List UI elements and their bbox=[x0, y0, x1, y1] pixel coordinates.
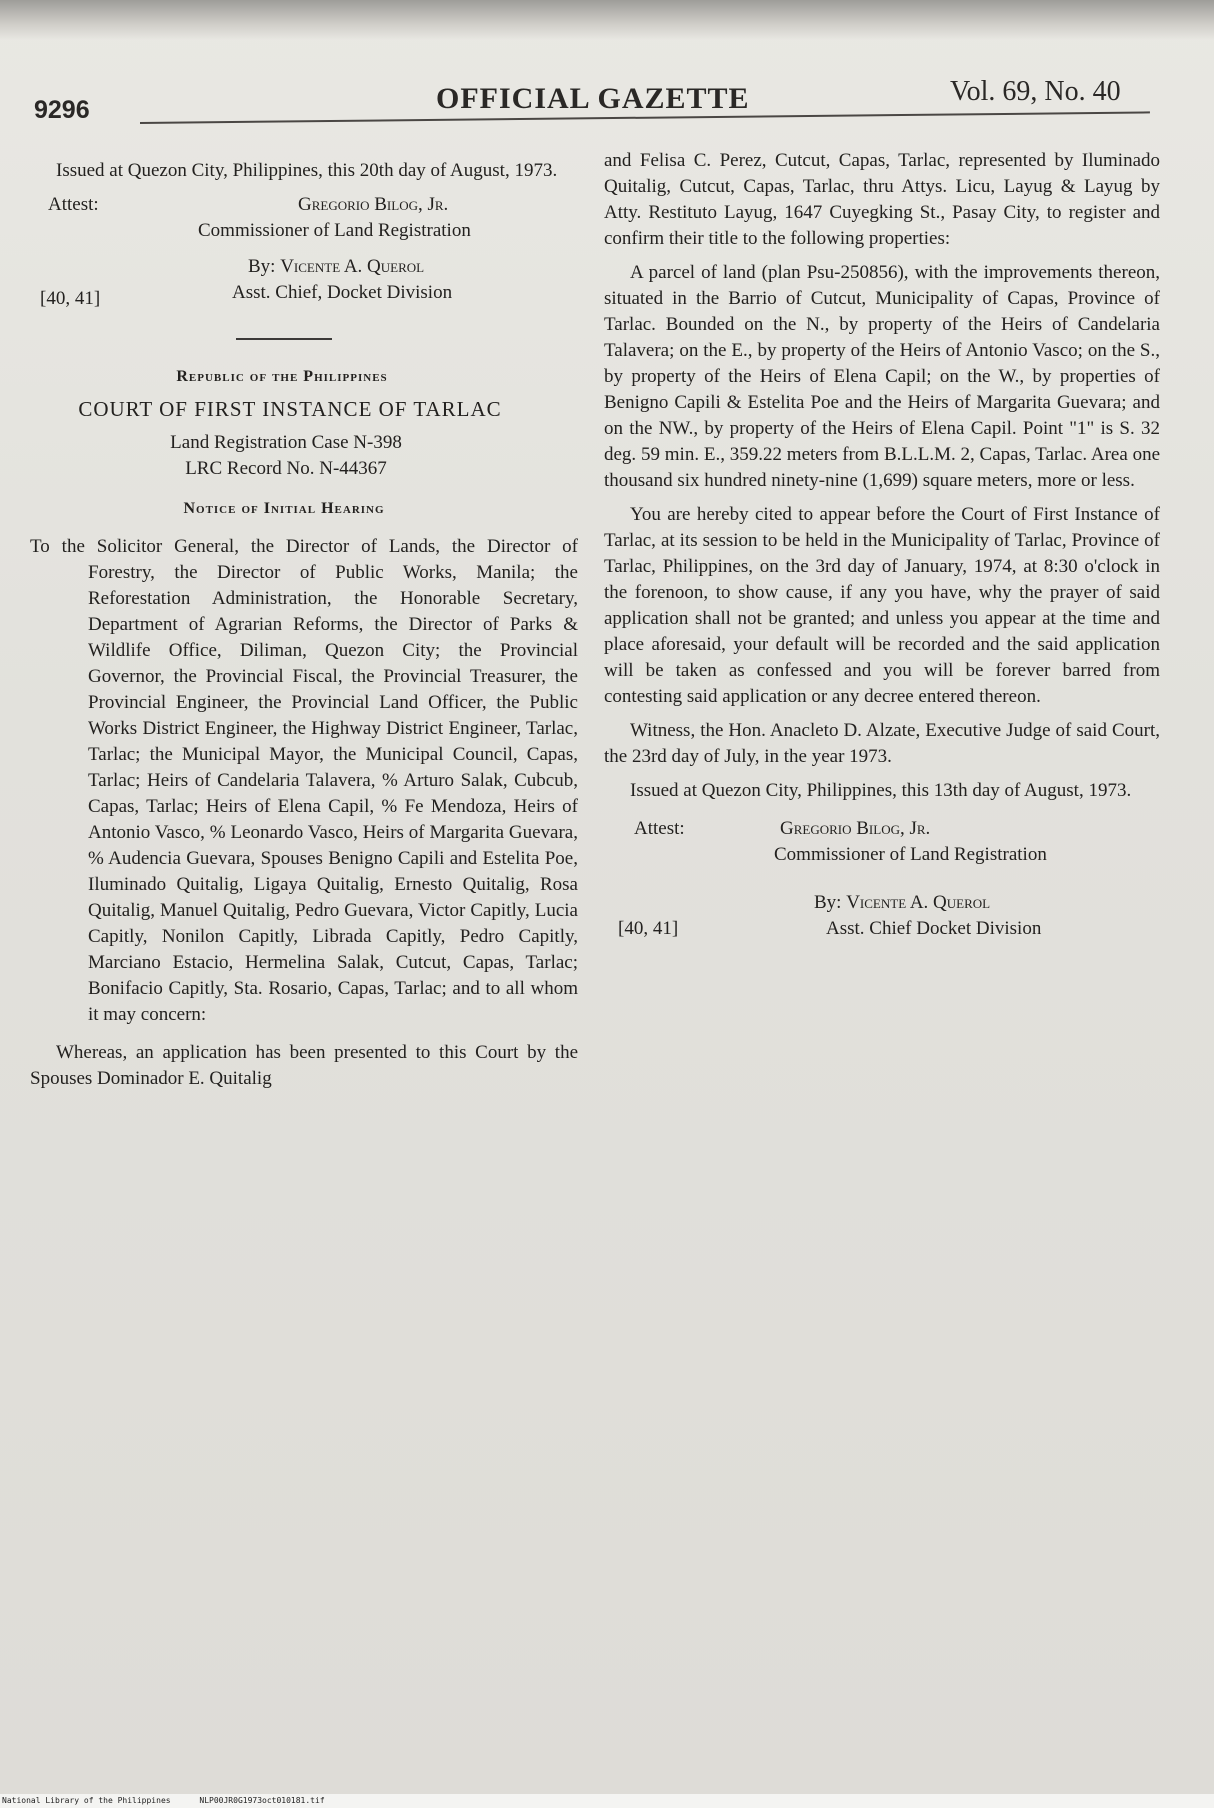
issued-paragraph: Issued at Quezon City, Philippines, this 13th day of August, 1973. bbox=[630, 780, 1132, 801]
witness-paragraph: Witness, the Hon. Anacleto D. Alzate, Executive Judge of said Court, the 23rd day of July, in the year 1973. bbox=[604, 720, 1160, 767]
section-divider bbox=[236, 338, 332, 340]
commissioner-title: Commissioner of Land Registration bbox=[774, 844, 1047, 865]
by-name: Vicente A. Querol bbox=[280, 256, 425, 277]
issue-reference: [40, 41] bbox=[40, 288, 101, 309]
library-credit: National Library of the Philippines bbox=[2, 1796, 171, 1805]
by-line bbox=[248, 254, 424, 280]
continuation-paragraph: and Felisa C. Perez, Cutcut, Capas, Tarlac, represented by Iluminado Quitalig, Cutcut, Capas, Tarlac, thru Attys. Licu, Layug & Layug by Atty. Restituto Layug, 1647 Cuyegking St., Pasay City, to register and confirm their title to the following properties: bbox=[604, 150, 1160, 249]
addressees-paragraph: To the Solicitor General, the Director of Lands, the Director of Forestry, the Director of Public Works, Manila; the Reforestation Administration, the Honorable Secretary, Department of Agrarian Reforms, the Director of Parks & Wildlife Office, Diliman, Quezon City; the Provincial Governor, the Provincial Fiscal, the Provincial Treasurer, the Provincial Engineer, the Provincial Land Officer, the Public Works District Engineer, the Highway District Engineer, Tarlac, Tarlac; the Municipal Mayor, the Municipal Council, Capas, Tarlac; Heirs of Candelaria Talavera, % Arturo Salak, Cubcub, Capas, Tarlac; Heirs of Elena Capil, % Fe Mendoza, Heirs of Antonio Vasco, % Leonardo Vasco, Heirs of Margarita Guevara, % Audencia Guevara, Spouses Benigno Capili and Estelita Poe, Iluminado Quitalig, Ligaya Quitalig, Ernesto Quitalig, Rosa Quitalig, Manuel Quitalig, Pedro Guevara, Victor Capitly, Lucia Capitly, Nonilon Capitly, Librada Capitly, Pedro Capitly, Marciano Estacio, Hermelina Salak, Cutcut, Capas, Tarlac; Bonifacio Capitly, Sta. Rosario, Capas, Tarlac; and to all whom it may concern: bbox=[30, 536, 578, 1025]
notice-heading: Notice of Initial Hearing bbox=[183, 500, 385, 517]
asst-title: Asst. Chief, Docket Division bbox=[232, 282, 453, 303]
scan-credit-bar bbox=[0, 1794, 1214, 1808]
volume-number: Vol. 69, No. 40 bbox=[950, 76, 1121, 107]
attest-block bbox=[30, 192, 578, 309]
republic-heading: Republic of the Philippines bbox=[176, 368, 388, 385]
cited-paragraph: You are hereby cited to appear before the Court of First Instance of Tarlac, at its session to be held in the Municipality of Tarlac, Province of Tarlac, Philippines, on the 3rd day of January, 1974, at 8:30 o'clock in the forenoon, to show cause, if any you have, why the prayer of said application shall not be granted; and unless you appear at the time and place aforesaid, your default will be recorded and the said application will be taken as confessed and you will be forever barred from contesting said application or any decree entered thereon. bbox=[604, 504, 1160, 707]
lrc-record: LRC Record No. N-44367 bbox=[185, 458, 387, 479]
scan-filename: NLP00JR0G1973oct010181.tif bbox=[199, 1796, 325, 1805]
asst-title: Asst. Chief Docket Division bbox=[826, 918, 1042, 939]
commissioner-name: Gregorio Bilog, Jr. bbox=[780, 818, 931, 839]
page-number: 9296 bbox=[34, 96, 90, 124]
commissioner-title: Commissioner of Land Registration bbox=[198, 220, 471, 241]
by-label: By: bbox=[248, 256, 276, 277]
whereas-paragraph: Whereas, an application has been presented to this Court by the Spouses Dominador E. Quitalig bbox=[30, 1042, 578, 1089]
right-column bbox=[604, 148, 1160, 946]
by-name: Vicente A. Querol bbox=[846, 892, 991, 913]
by-line bbox=[814, 890, 990, 916]
parcel-paragraph: A parcel of land (plan Psu-250856), with the improvements thereon, situated in the Barrio of Cutcut, Municipality of Capas, Province of Tarlac. Bounded on the N., by property of the Heirs of Candelaria Talavera; on the E., by property of the Heirs of Antonio Vasco; on the S., by property of the Heirs of Elena Capil; on the W., by properties of Benigno Capili & Estelita Poe and the Heirs of Margarita Guevara; and on the NW., by property of the Heirs of Elena Capil. Point "1" is S. 32 deg. 59 min. E., 359.22 meters from B.L.L.M. 2, Capas, Tarlac. Area one thousand six hundred ninety-nine (1,699) square meters, more or less. bbox=[604, 262, 1160, 491]
page-header bbox=[0, 74, 1214, 124]
court-heading: COURT OF FIRST INSTANCE OF TARLAC bbox=[78, 397, 502, 421]
gazette-title: OFFICIAL GAZETTE bbox=[436, 82, 750, 115]
right-attest-block bbox=[604, 816, 1160, 946]
left-column bbox=[30, 158, 578, 1092]
attest-label: Attest: bbox=[634, 818, 685, 839]
scan-shadow bbox=[0, 0, 1214, 40]
by-label: By: bbox=[814, 892, 842, 913]
issued-statement: Issued at Quezon City, Philippines, this 20th day of August, 1973. bbox=[56, 160, 558, 181]
attest-label: Attest: bbox=[48, 194, 99, 215]
issue-reference: [40, 41] bbox=[618, 918, 679, 939]
commissioner-name: Gregorio Bilog, Jr. bbox=[298, 194, 449, 215]
case-number: Land Registration Case N-398 bbox=[170, 432, 402, 453]
